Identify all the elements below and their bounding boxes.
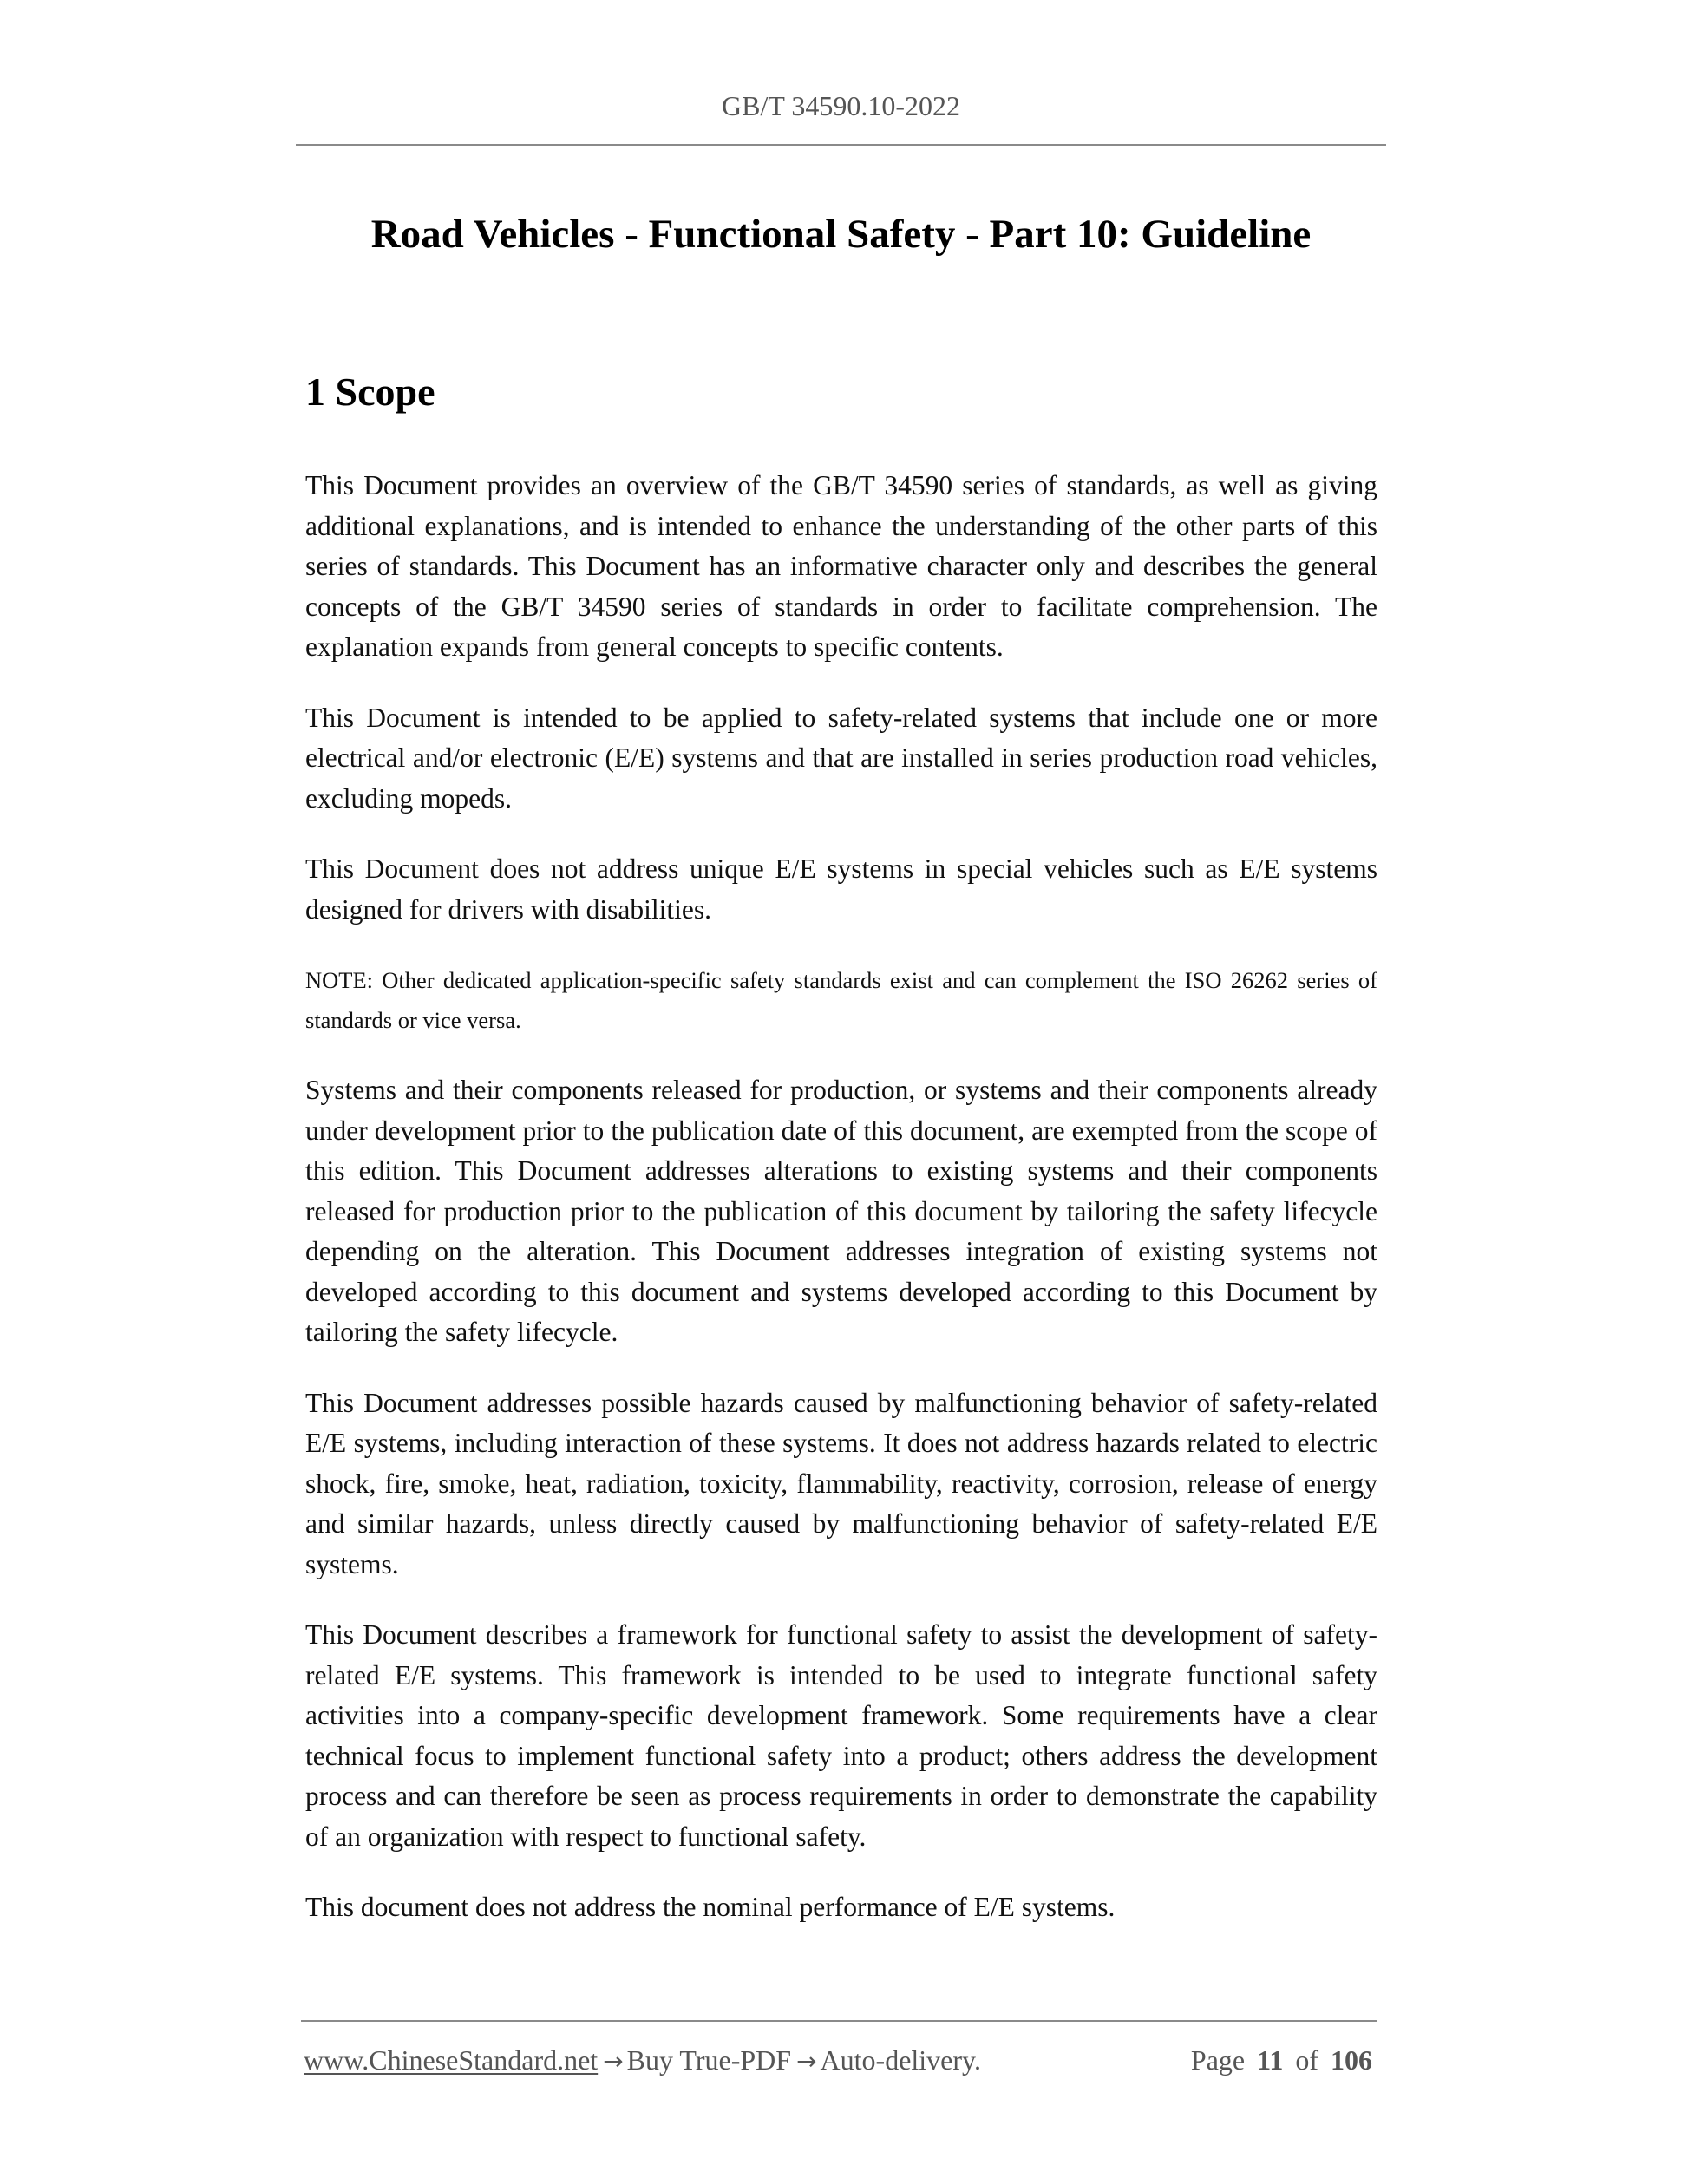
document-title: Road Vehicles - Functional Safety - Part 10: Guideline [370,212,1312,257]
note-paragraph: NOTE: Other dedicated application-specific safety standards exist and can complement the ISO 26262 series of standards or vice versa. [305,967,1377,1033]
paragraph-special-vehicles: This Document does not address unique E/E systems in special vehicles such as E/E systems designed for drivers with disabilities. [305,853,1377,925]
running-header: GB/T 34590.10-2022 [722,90,960,121]
buy-true-pdf-text: Buy True-PDF [626,2044,792,2076]
page-footer [304,2041,1372,2079]
paragraph-framework: This Document describes a framework for functional safety to assist the development of safety-related E/E systems. This framework is intended to be used to integrate functional safety activities into a company-specific development framework. Some requirements have a clear technical focus to implement functional safety into a product; others address the development process and can therefore be seen as process requirements in order to demonstrate the capability of an organization with respect to functional safety. [305,1619,1377,1852]
paragraph-applicability: This Document is intended to be applied to safety-related systems that include one or more electrical and/or electronic (E/E) systems and that are installed in series production road vehicles, excluding mopeds. [305,702,1377,814]
paragraph-hazards: This Document addresses possible hazards caused by malfunctioning behavior of safety-related E/E systems, including interaction of these systems. It does not address hazards related to electric shock, fire, smoke, heat, radiation, toxicity, flammability, reactivity, corrosion, release of energy and similar hazards, unless directly caused by malfunctioning behavior of safety-related E/E systems. [305,1387,1377,1579]
chinesestandard-link[interactable]: www.ChineseStandard.net [304,2044,599,2076]
footer-promo [304,2041,981,2081]
right-arrow-icon: → [603,2047,624,2076]
paragraph-exemptions: Systems and their components released for production, or systems and their components already under development prior to the publication date of this document, are exempted from the scope of this edition. This Document addresses alterations to existing systems and their components released for production prior to the publication of this document by tailoring the safety lifecycle depending on the alteration. This Document addresses integration of existing systems not developed according to this document and systems developed according to this Document by tailoring the safety lifecycle. [305,1075,1377,1347]
paragraph-nominal-performance: This document does not address the nominal performance of E/E systems. [305,1892,1116,1922]
body-text [305,466,1377,1958]
page-total: 106 [1331,2044,1372,2076]
footer-divider [301,2020,1377,2022]
paragraph-overview: This Document provides an overview of the GB/T 34590 series of standards, as well as giving additional explanations, and is intended to enhance the understanding of the other parts of this series of standards. This Document has an informative character only and describes the general concepts of the GB/T 34590 series of standards in order to facilitate comprehension. The explanation expands from general concepts to specific contents. [305,470,1377,662]
page-of-label: of [1295,2044,1318,2076]
right-arrow-icon: → [796,2047,817,2076]
page-number [1191,2041,1372,2079]
page-current: 11 [1257,2044,1284,2076]
header-divider [296,144,1386,146]
section-heading-scope: 1 Scope [305,369,435,414]
auto-delivery-text: Auto-delivery. [820,2044,981,2076]
page-label: Page [1190,2044,1246,2076]
